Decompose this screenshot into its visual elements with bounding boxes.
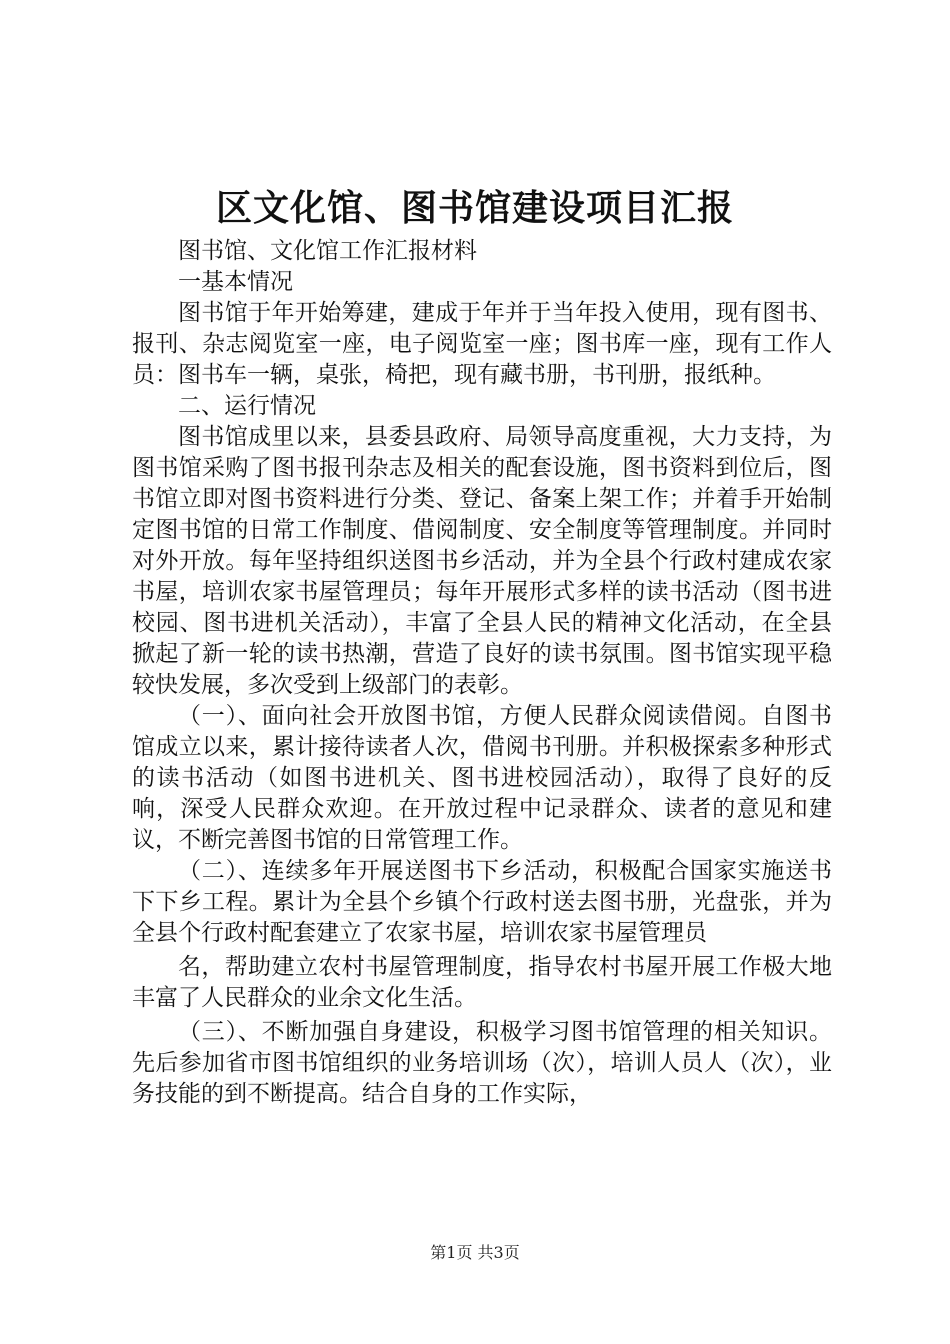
- paragraph-item-1: （一）、面向社会开放图书馆，方便人民群众阅读借阅。自图书馆成立以来，累计接待读者人次，借阅书刊册。并积极探索多种形式的读书活动（如图书进机关、图书进校园活动），取得了良好的反响，深受人民群众欢迎。在开放过程中记录群众、读者的意见和建议，不断完善图书馆的日常管理工作。: [132, 703, 832, 853]
- paragraph-basic-info: 图书馆于年开始筹建，建成于年并于当年投入使用，现有图书、报刊、杂志阅览室一座，电子阅览室一座；图书库一座，现有工作人员：图书车一辆，桌张，椅把，现有藏书册，书刊册，报纸种。: [132, 300, 832, 388]
- document-title: 区文化馆、图书馆建设项目汇报: [215, 187, 734, 229]
- page-footer: 第1页 共3页: [430, 1243, 520, 1262]
- paragraph-item-2: （二）、连续多年开展送图书下乡活动，积极配合国家实施送书下下乡工程。累计为全县个乡镇个行政村送去图书册，光盘张，并为全县个行政村配套建立了农家书屋，培训农家书屋管理员: [132, 858, 832, 946]
- paragraph-operation: 图书馆成里以来，县委县政府、局领导高度重视，大力支持，为图书馆采购了图书报刊杂志及相关的配套设施，图书资料到位后，图书馆立即对图书资料进行分类、登记、备案上架工作；并着手开始制定图书馆的日常工作制度、借阅制度、安全制度等管理制度。并同时对外开放。每年坚持组织送图书乡活动，并为全县个行政村建成农家书屋，培训农家书屋管理员；每年开展形式多样的读书活动（图书进校园、图书进机关活动），丰富了全县人民的精神文化活动，在全县掀起了新一轮的读书热潮，营造了良好的读书氛围。图书馆实现平稳较快发展，多次受到上级部门的表彰。: [132, 424, 832, 698]
- subtitle-paragraph: 图书馆、文化馆工作汇报材料: [178, 238, 477, 264]
- section-heading-basic: 一基本情况: [178, 269, 293, 295]
- document-body: [132, 236, 832, 1110]
- section-heading-operation: 二、运行情况: [178, 393, 316, 419]
- paragraph-item-3: （三）、不断加强自身建设，积极学习图书馆管理的相关知识。先后参加省市图书馆组织的业务培训场（次），培训人员人（次），业务技能的到不断提高。结合自身的工作实际，: [132, 1019, 832, 1107]
- paragraph-item-2-continued: 名，帮助建立农村书屋管理制度，指导农村书屋开展工作极大地丰富了人民群众的业余文化生活。: [132, 954, 832, 1011]
